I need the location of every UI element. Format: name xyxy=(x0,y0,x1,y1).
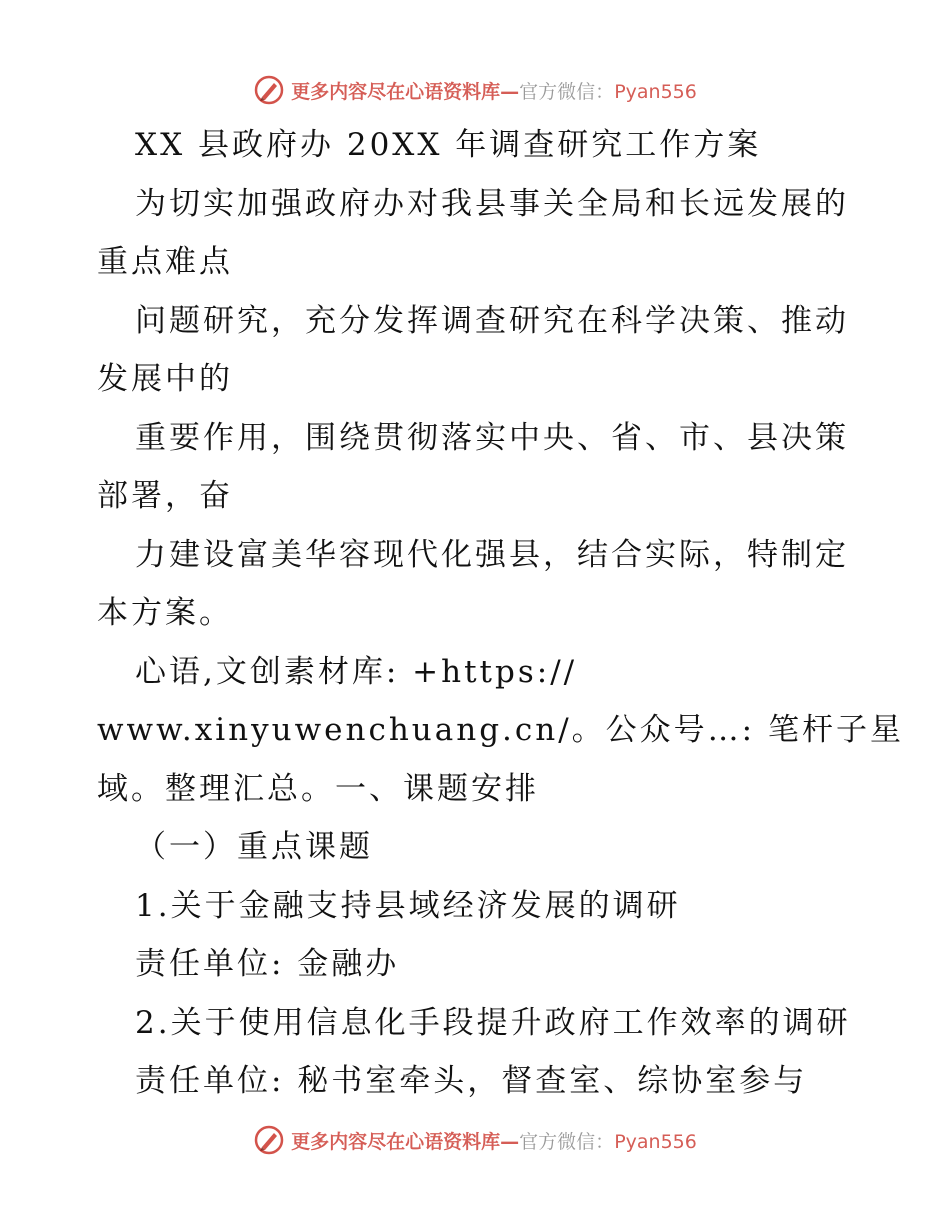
paragraph-line: 重要作用，围绕贯彻落实中央、省、市、县决策 xyxy=(135,420,849,456)
footer-banner xyxy=(0,1120,950,1160)
header-wechat-id: Pyan556 xyxy=(614,80,697,103)
paragraph-line: 重点难点 xyxy=(97,244,233,280)
responsible-unit: 责任单位: 金融办 xyxy=(135,946,400,982)
paragraph-line: 为切实加强政府办对我县事关全局和长远发展的 xyxy=(135,186,849,222)
paragraph-line: 发展中的 xyxy=(97,361,233,397)
paragraph-line: 力建设富美华容现代化强县，结合实际，特制定 xyxy=(135,537,849,573)
footer-wechat-label: 官方微信： xyxy=(519,1130,615,1153)
footer-slogan: 更多内容尽在心语资料库— xyxy=(291,1130,520,1153)
footer-wechat-id: Pyan556 xyxy=(614,1130,697,1153)
header-slogan: 更多内容尽在心语资料库— xyxy=(291,80,520,103)
paragraph-line: 部署，奋 xyxy=(97,478,233,514)
paragraph-line: 本方案。 xyxy=(97,595,233,631)
pen-logo-icon xyxy=(253,74,285,106)
topic-item: 1.关于金融支持县域经济发展的调研 xyxy=(135,888,681,924)
section-heading: （一）重点课题 xyxy=(135,829,373,865)
paragraph-line: www.xinyuwenchuang.cn/。公众号…: 笔杆子星 xyxy=(97,712,904,748)
paragraph-line: 域。整理汇总。一、课题安排 xyxy=(97,771,539,807)
header-banner xyxy=(0,70,950,110)
topic-item: 2.关于使用信息化手段提升政府工作效率的调研 xyxy=(135,1005,851,1041)
footer-text xyxy=(291,1127,697,1154)
paragraph-line: 心语,文创素材库: +https:// xyxy=(135,654,578,690)
pen-logo-icon xyxy=(253,1124,285,1156)
document-title: XX 县政府办 20XX 年调查研究工作方案 xyxy=(135,127,762,163)
responsible-unit: 责任单位: 秘书室牵头，督查室、综协室参与 xyxy=(135,1063,808,1099)
header-text xyxy=(291,77,697,104)
paragraph-line: 问题研究，充分发挥调查研究在科学决策、推动 xyxy=(135,303,849,339)
header-wechat-label: 官方微信： xyxy=(519,80,615,103)
